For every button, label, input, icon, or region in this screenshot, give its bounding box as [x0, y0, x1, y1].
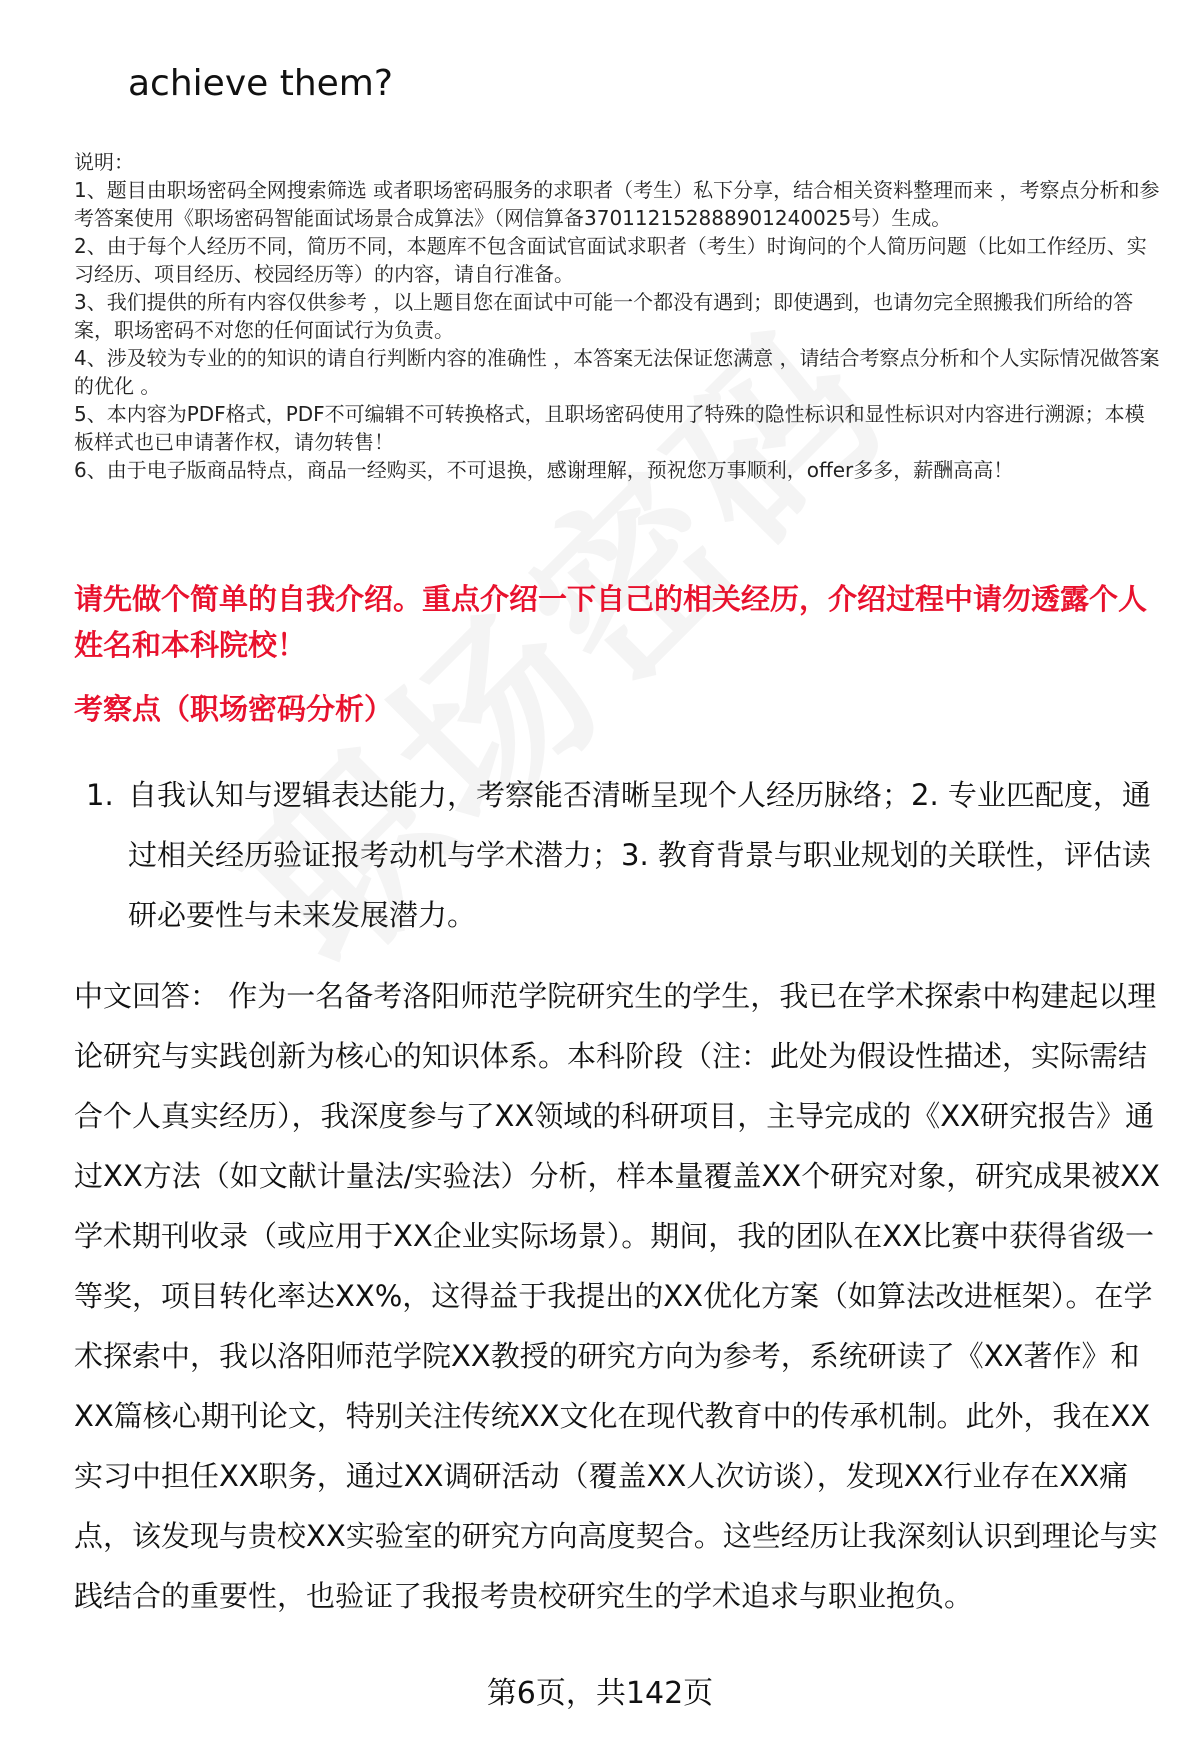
analysis-text: 自我认知与逻辑表达能力，考察能否清晰呈现个人经历脉络；2. 专业匹配度，通过相关经历验证报考动机与学术潜力；3. 教育背景与职业规划的关联性，评估读研必要性与未来发展潜力。	[128, 778, 1151, 932]
analysis-list	[74, 765, 1160, 945]
notes-item: 2、由于每个人经历不同，简历不同，本题库不包含面试官面试求职者（考生）时询问的个人简历问题（比如工作经历、实习经历、项目经历、校园经历等）的内容，请自行准备。	[74, 234, 1147, 286]
notes-item: 5、本内容为PDF格式，PDF不可编辑不可转换格式，且职场密码使用了特殊的隐性标识和显性标识对内容进行溯源；本模板样式也已申请著作权，请勿转售！	[74, 402, 1145, 454]
interview-question: 请先做个简单的自我介绍。重点介绍一下自己的相关经历，介绍过程中请勿透露个人姓名和本科院校！	[74, 582, 1148, 662]
notes-item: 4、涉及较为专业的的知识的请自行判断内容的准确性 ，本答案无法保证您满意 ，请结合考察点分析和个人实际情况做答案的优化 。	[74, 346, 1160, 398]
notes-item: 6、由于电子版商品特点，商品一经购买，不可退换，感谢理解，预祝您万事顺利，offer多多，薪酬高高！	[74, 458, 1014, 482]
previous-question-fragment: achieve them?	[128, 63, 393, 104]
page-footer: 第6页，共142页	[486, 1676, 714, 1711]
analysis-number: 1.	[86, 778, 114, 812]
answer-text: 中文回答： 作为一名备考洛阳师范学院研究生的学生，我已在学术探索中构建起以理论研究与实践创新为核心的知识体系。本科阶段（注：此处为假设性描述，实际需结合个人真实经历），我深度参与了XX领域的科研项目，主导完成的《XX研究报告》通过XX方法（如文献计量法/实验法）分析，样本量覆盖XX个研究对象，研究成果被XX学术期刊收录（或应用于XX企业实际场景）。期间，我的团队在XX比赛中获得省级一等奖，项目转化率达XX%，这得益于我提出的XX优化方案（如算法改进框架）。在学术探索中，我以洛阳师范学院XX教授的研究方向为参考，系统研读了《XX著作》和XX篇核心期刊论文，特别关注传统XX文化在现代教育中的传承机制。此外，我在XX实习中担任XX职务，通过XX调研活动（覆盖XX人次访谈），发现XX行业存在XX痛点，该发现与贵校XX实验室的研究方向高度契合。这些经历让我深刻认识到理论与实践结合的重要性，也验证了我报考贵校研究生的学术追求与职业抱负。	[74, 979, 1160, 1613]
notes-heading: 说明：	[74, 150, 134, 174]
notes-item: 1、题目由职场密码全网搜索筛选 或者职场密码服务的求职者（考生）私下分享，结合相关资料整理而来 ，考察点分析和参考答案使用《职场密码智能面试场景合成算法》（网信算备370112152888901240025号）生成。	[74, 178, 1160, 230]
notes-section	[74, 148, 1160, 484]
notes-item: 3、我们提供的所有内容仅供参考 ，以上题目您在面试中可能一个都没有遇到；即使遇到，也请勿完全照搬我们所给的答案，职场密码不对您的任何面试行为负责。	[74, 290, 1134, 342]
analysis-title: 考察点（职场密码分析）	[74, 692, 394, 726]
